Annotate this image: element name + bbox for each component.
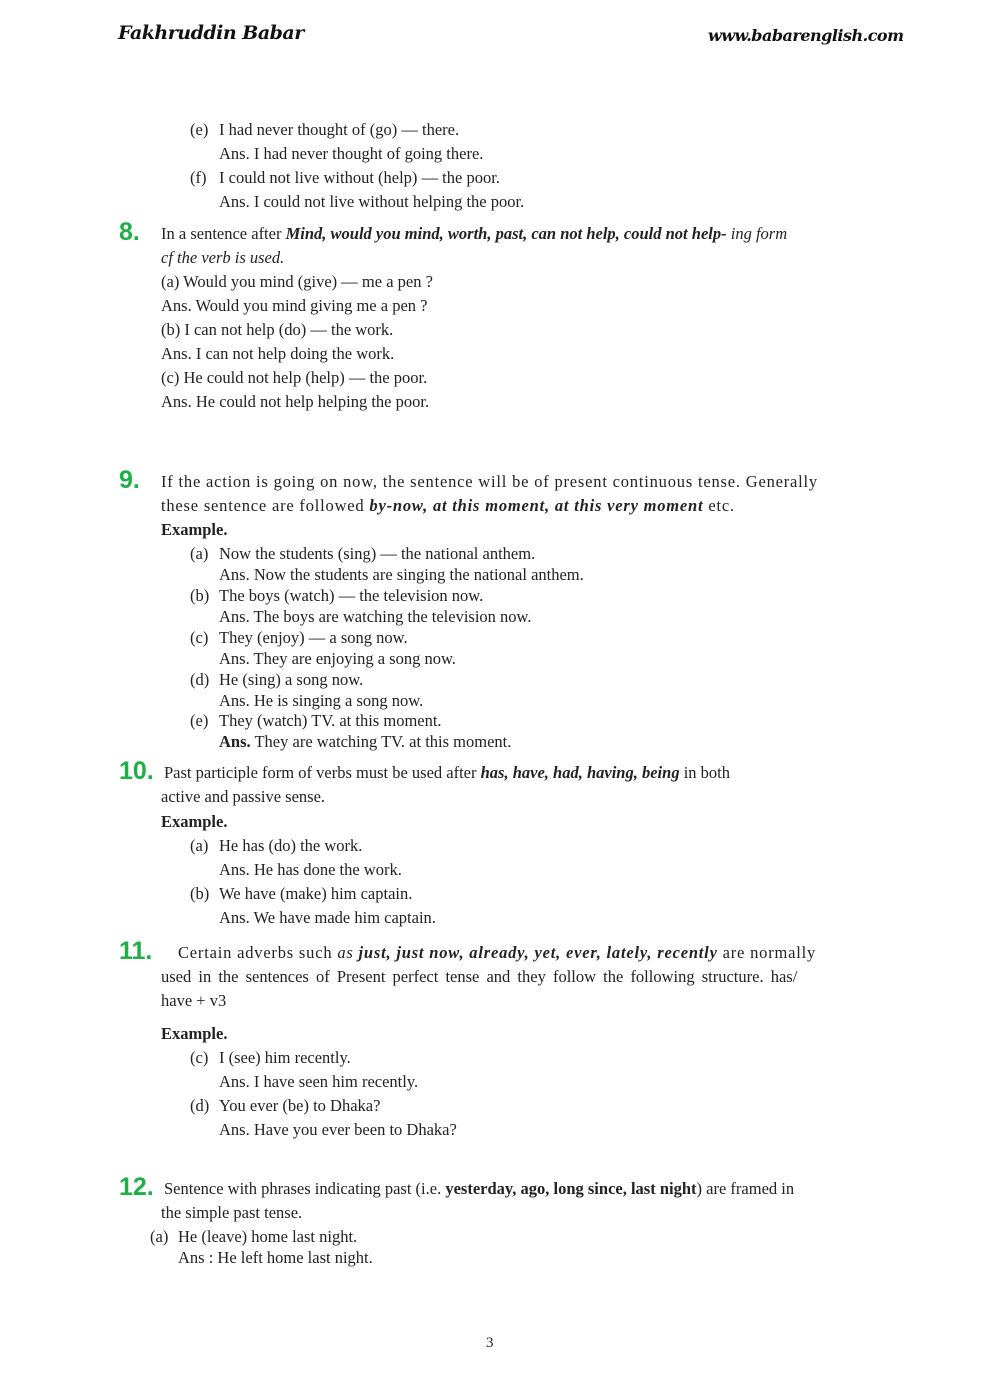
section-number: 11. [119, 937, 153, 965]
answer: Ans. I can not help doing the work. [161, 344, 395, 363]
rule-text: these sentence are followed [161, 496, 370, 515]
rule-text: the simple past tense. [161, 1203, 303, 1222]
header-author: Fakhruddin Babar [118, 22, 304, 44]
rule-text: Certain adverbs such [178, 943, 338, 962]
answer: Ans : He left home last night. [178, 1248, 373, 1267]
question: (c) He could not help (help) — the poor. [161, 368, 428, 387]
answer: Ans. Have you ever been to Dhaka? [219, 1120, 457, 1139]
answer: Ans. Would you mind giving me a pen ? [161, 296, 428, 315]
answer-text: They are watching TV. at this moment. [250, 732, 512, 751]
rule-text: cf the verb is used. [161, 248, 285, 267]
rule-text: are normally [717, 943, 817, 962]
rule-text: as [337, 943, 359, 962]
answer: Ans. Now the students are singing the national anthem. [219, 565, 584, 584]
rule-text: active and passive sense. [161, 787, 326, 806]
rule-text: If the action is going on now, the sentence will be of present continuous tense. Generally [161, 472, 818, 491]
question: He (sing) a song now. [219, 670, 364, 689]
rule-text: etc. [703, 496, 735, 515]
example-heading: Example. [161, 1024, 228, 1043]
item-label: (a) [190, 544, 209, 563]
section-number: 8. [119, 218, 140, 246]
answer-prefix: Ans. [219, 732, 251, 751]
answer: Ans. He has done the work. [219, 860, 402, 879]
item-label: (a) [150, 1227, 169, 1246]
rule-text: used in the sentences of Present perfect tense and they follow the following structure. has/ [161, 967, 798, 986]
answer: Ans. He is singing a song now. [219, 691, 424, 710]
question: I had never thought of (go) — there. [219, 120, 460, 139]
rule-text: ing form [726, 224, 788, 243]
rule-keywords: just, just now, already, yet, ever, lately, recently [358, 943, 718, 962]
rule-text: ) are framed in [696, 1179, 795, 1198]
rule-keywords: yesterday, ago, long since, last night [445, 1179, 697, 1198]
item-label: (c) [190, 1048, 209, 1067]
item-label: (c) [190, 628, 209, 647]
answer: Ans. He could not help helping the poor. [161, 392, 430, 411]
question: I (see) him recently. [219, 1048, 351, 1067]
question: He has (do) the work. [219, 836, 363, 855]
rule-keywords: has, have, had, having, being [480, 763, 680, 782]
question: They (watch) TV. at this moment. [219, 711, 442, 730]
section-number: 9. [119, 466, 140, 494]
section-rule [178, 943, 816, 963]
rule-keywords: Mind, would you mind, worth, past, can not help, could not help- [285, 224, 727, 243]
section-rule [164, 1179, 794, 1199]
page-number: 3 [486, 1335, 494, 1351]
rule-text: Past participle form of verbs must be used after [164, 763, 481, 782]
example-heading: Example. [161, 812, 228, 831]
section-rule [161, 224, 787, 244]
item-label: (d) [190, 1096, 210, 1115]
item-label: (f) [190, 168, 207, 187]
question: (a) Would you mind (give) — me a pen ? [161, 272, 433, 291]
answer: Ans. I have seen him recently. [219, 1072, 419, 1091]
question: They (enjoy) — a song now. [219, 628, 408, 647]
answer: Ans. I had never thought of going there. [219, 144, 484, 163]
answer [219, 732, 511, 752]
section-number: 12. [119, 1173, 154, 1201]
item-label: (b) [190, 586, 210, 605]
question: He (leave) home last night. [178, 1227, 358, 1246]
answer: Ans. The boys are watching the television now. [219, 607, 532, 626]
item-label: (b) [190, 884, 210, 903]
question: Now the students (sing) — the national anthem. [219, 544, 536, 563]
answer: Ans. I could not live without helping the poor. [219, 192, 525, 211]
rule-text: have + v3 [161, 991, 227, 1010]
answer: Ans. We have made him captain. [219, 908, 436, 927]
question: We have (make) him captain. [219, 884, 413, 903]
rule-text: in both [679, 763, 730, 782]
example-heading: Example. [161, 520, 228, 539]
section-number: 10. [119, 757, 154, 785]
question: The boys (watch) — the television now. [219, 586, 484, 605]
question: You ever (be) to Dhaka? [219, 1096, 381, 1115]
section-rule [164, 763, 730, 783]
rule-text: In a sentence after [161, 224, 286, 243]
answer: Ans. They are enjoying a song now. [219, 649, 456, 668]
item-label: (a) [190, 836, 209, 855]
item-label: (e) [190, 711, 209, 730]
section-rule [161, 496, 735, 516]
item-label: (d) [190, 670, 210, 689]
rule-text: Sentence with phrases indicating past (i.e. [164, 1179, 446, 1198]
rule-keywords: by-now, at this moment, at this very moment [369, 496, 704, 515]
item-label: (e) [190, 120, 209, 139]
question: I could not live without (help) — the poor. [219, 168, 500, 187]
header-website: www.babarenglish.com [708, 26, 904, 45]
question: (b) I can not help (do) — the work. [161, 320, 394, 339]
